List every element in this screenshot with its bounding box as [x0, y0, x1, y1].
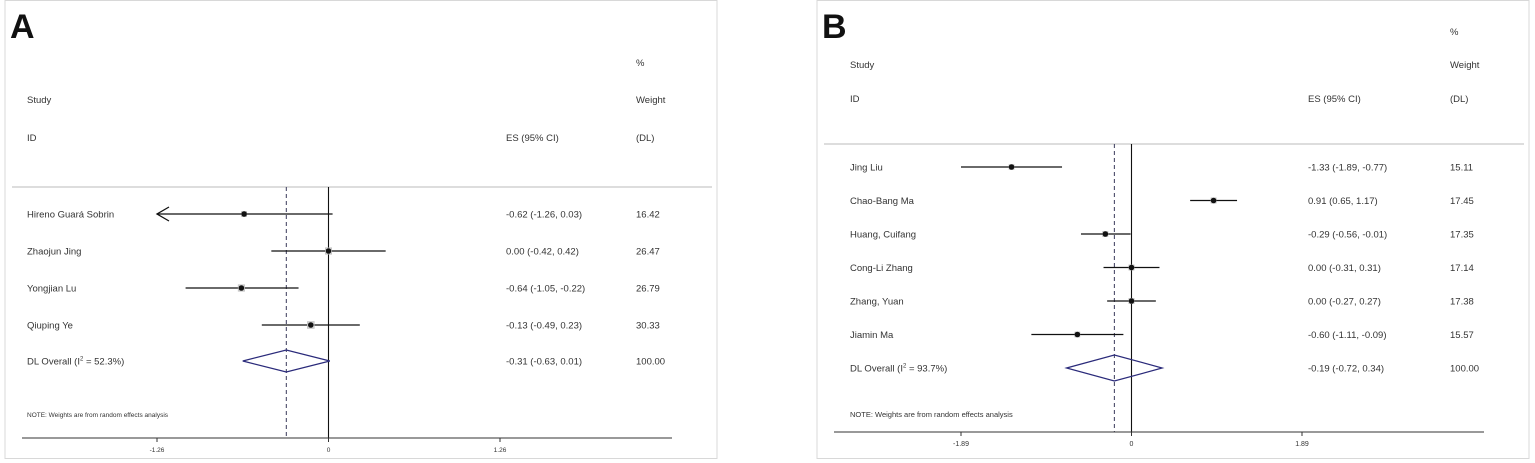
header-study-label: Study	[27, 95, 52, 106]
study-weight: 26.79	[636, 283, 660, 295]
study-name: Hireno Guará Sobrin	[27, 209, 115, 221]
overall-es-ci: -0.19 (-0.72, 0.34)	[1308, 363, 1385, 375]
weights-note: NOTE: Weights are from random effects analysis	[850, 410, 1013, 419]
study-name: Huang, Cuifang	[850, 229, 917, 241]
study-weight: 17.38	[1450, 296, 1474, 308]
study-name: Yongjian Lu	[27, 283, 77, 295]
study-es-ci: -0.64 (-1.05, -0.22)	[506, 283, 586, 295]
study-name: Cong-Li Zhang	[850, 263, 913, 274]
study-point-estimate	[241, 211, 247, 217]
study-weight: 30.33	[636, 320, 660, 332]
x-axis-tick-label: -1.89	[953, 441, 969, 448]
study-point-estimate	[1075, 332, 1081, 338]
weights-note: NOTE: Weights are from random effects analysis	[27, 412, 169, 419]
study-name: Jing Liu	[850, 162, 883, 174]
header-id-label: ID	[27, 133, 37, 144]
study-es-ci: -0.60 (-1.11, -0.09)	[1308, 330, 1387, 341]
study-point-estimate	[1211, 198, 1217, 204]
overall-label-suffix: = 52.3%)	[83, 356, 125, 368]
overall-label	[850, 364, 947, 375]
study-point-estimate	[1129, 265, 1135, 271]
overall-diamond	[243, 350, 330, 372]
study-es-ci: -0.62 (-1.26, 0.03)	[506, 209, 583, 221]
panel-b-forest-plot	[824, 27, 1524, 448]
study-point-estimate	[326, 248, 332, 254]
study-point-estimate	[1009, 164, 1015, 170]
header-es-label: ES (95% CI)	[1308, 94, 1361, 105]
header-study-label: Study	[850, 60, 875, 71]
header-weight-label: Weight	[1450, 60, 1480, 71]
panel-a-letter: A	[10, 8, 35, 46]
overall-label-prefix: DL Overall (I	[850, 363, 903, 375]
study-point-estimate	[1103, 231, 1109, 237]
panel-b-letter: B	[822, 8, 847, 46]
overall-es-ci: -0.31 (-0.63, 0.01)	[506, 356, 583, 368]
header-percent-label: %	[1450, 27, 1459, 38]
study-name: Chao-Bang Ma	[850, 196, 914, 207]
study-weight: 17.14	[1450, 263, 1474, 274]
overall-label-superscript: 2	[79, 356, 84, 363]
overall-label	[27, 357, 124, 368]
study-weight: 15.11	[1450, 162, 1474, 174]
overall-weight: 100.00	[636, 356, 666, 368]
study-name: Zhaojun Jing	[27, 246, 82, 258]
study-es-ci: 0.00 (-0.27, 0.27)	[1308, 296, 1381, 308]
header-dl-label: (DL)	[1450, 94, 1469, 105]
header-percent-label: %	[636, 58, 645, 69]
header-weight-label: Weight	[636, 95, 666, 106]
study-es-ci: 0.00 (-0.42, 0.42)	[506, 246, 579, 258]
panel-a-forest-plot	[12, 58, 712, 454]
overall-label-superscript: 2	[902, 363, 907, 370]
panel-b-frame	[817, 1, 1529, 459]
study-point-estimate	[239, 285, 245, 291]
study-weight: 16.42	[636, 209, 660, 221]
study-es-ci: 0.91 (0.65, 1.17)	[1308, 196, 1378, 207]
overall-label-prefix: DL Overall (I	[27, 356, 80, 368]
study-name: Zhang, Yuan	[850, 296, 904, 308]
panel-a-frame	[5, 1, 717, 459]
study-es-ci: 0.00 (-0.31, 0.31)	[1308, 263, 1381, 274]
header-id-label: ID	[850, 94, 860, 105]
study-point-estimate	[1129, 298, 1135, 304]
study-point-estimate	[308, 322, 314, 328]
x-axis-tick-label: -1.26	[149, 447, 165, 454]
study-es-ci: -0.13 (-0.49, 0.23)	[506, 320, 583, 332]
header-dl-label: (DL)	[636, 133, 655, 144]
x-axis-tick-label: 0	[326, 447, 331, 454]
study-weight: 15.57	[1450, 330, 1474, 341]
study-weight: 17.45	[1450, 196, 1474, 207]
overall-weight: 100.00	[1450, 363, 1480, 375]
study-weight: 17.35	[1450, 229, 1474, 241]
study-es-ci: -1.33 (-1.89, -0.77)	[1308, 162, 1388, 174]
x-axis-tick-label: 1.89	[1295, 441, 1309, 448]
study-es-ci: -0.29 (-0.56, -0.01)	[1308, 229, 1388, 241]
study-name: Jiamin Ma	[850, 330, 894, 341]
overall-label-suffix: = 93.7%)	[906, 363, 948, 375]
x-axis-tick-label: 0	[1129, 441, 1134, 448]
study-weight: 26.47	[636, 246, 660, 258]
study-name: Qiuping Ye	[27, 320, 73, 332]
header-es-label: ES (95% CI)	[506, 133, 559, 144]
x-axis-tick-label: 1.26	[493, 447, 507, 454]
